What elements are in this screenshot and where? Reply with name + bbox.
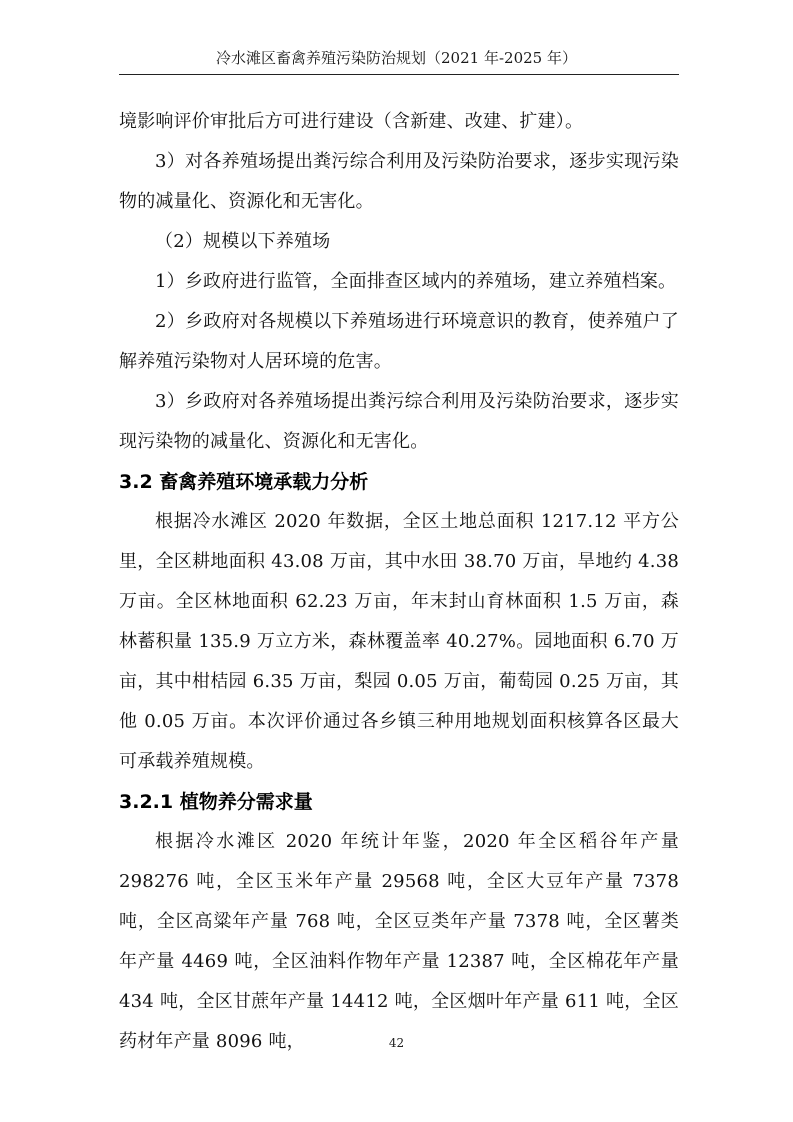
page-number: 42 (388, 1036, 405, 1050)
paragraph-item-1-small-farms: 1）乡政府进行监管，全面排查区域内的养殖场，建立养殖档案。 (155, 271, 677, 292)
running-header: 冷水滩区畜禽养殖污染防治规划（2021 年-2025 年） (216, 49, 577, 67)
paragraph-crop-output: 根据冷水滩区 2020 年统计年鉴，2020 年全区稻谷年产量 298276 吨，全区玉米年产量 29568 吨，全区大豆年产量 7378 吨，全区高粱年产量 768 吨，全区豆类年产量 7378 吨，全区薯类年产量 4469 吨，全区油料作物年产量 12387 吨，全区棉花年产量 434 吨，全区甘蔗年产量 14412 吨，全区烟叶年产量 611 吨，全区药材年产量 8096 吨， (119, 831, 679, 1052)
section-heading-3-2-1: 3.2.1 植物养分需求量 (119, 791, 313, 813)
paragraph-item-2-small-farms: 2）乡政府对各规模以下养殖场进行环境意识的教育，使养殖户了解养殖污染物对人居环境的危害。 (119, 311, 679, 372)
paragraph-item-3-small-farms: 3）乡政府对各养殖场提出粪污综合利用及污染防治要求，逐步实现污染物的减量化、资源化和无害化。 (119, 391, 679, 452)
paragraph-land-data: 根据冷水滩区 2020 年数据，全区土地总面积 1217.12 平方公里，全区耕地面积 43.08 万亩，其中水田 38.70 万亩，旱地约 4.38 万亩。全区林地面积 62.23 万亩，年末封山育林面积 1.5 万亩，森林蓄积量 135.9 万立方米，森林覆盖率 40.27%。园地面积 6.70 万亩，其中柑桔园 6.35 万亩，梨园 0.05 万亩，葡萄园 0.25 万亩，其他 0.05 万亩。本次评价通过各乡镇三种用地规划面积核算各区最大可承载养殖规模。 (119, 511, 679, 772)
section-heading-3-2: 3.2 畜禽养殖环境承载力分析 (119, 471, 369, 493)
header-rule (119, 74, 679, 75)
paragraph-continuation: 境影响评价审批后方可进行建设（含新建、改建、扩建）。 (119, 111, 584, 132)
subheading-small-farms: （2）规模以下养殖场 (155, 231, 331, 252)
paragraph-item-3-large-farms: 3）对各养殖场提出粪污综合利用及污染防治要求，逐步实现污染物的减量化、资源化和无害化。 (119, 151, 679, 212)
page-body (119, 102, 679, 1062)
